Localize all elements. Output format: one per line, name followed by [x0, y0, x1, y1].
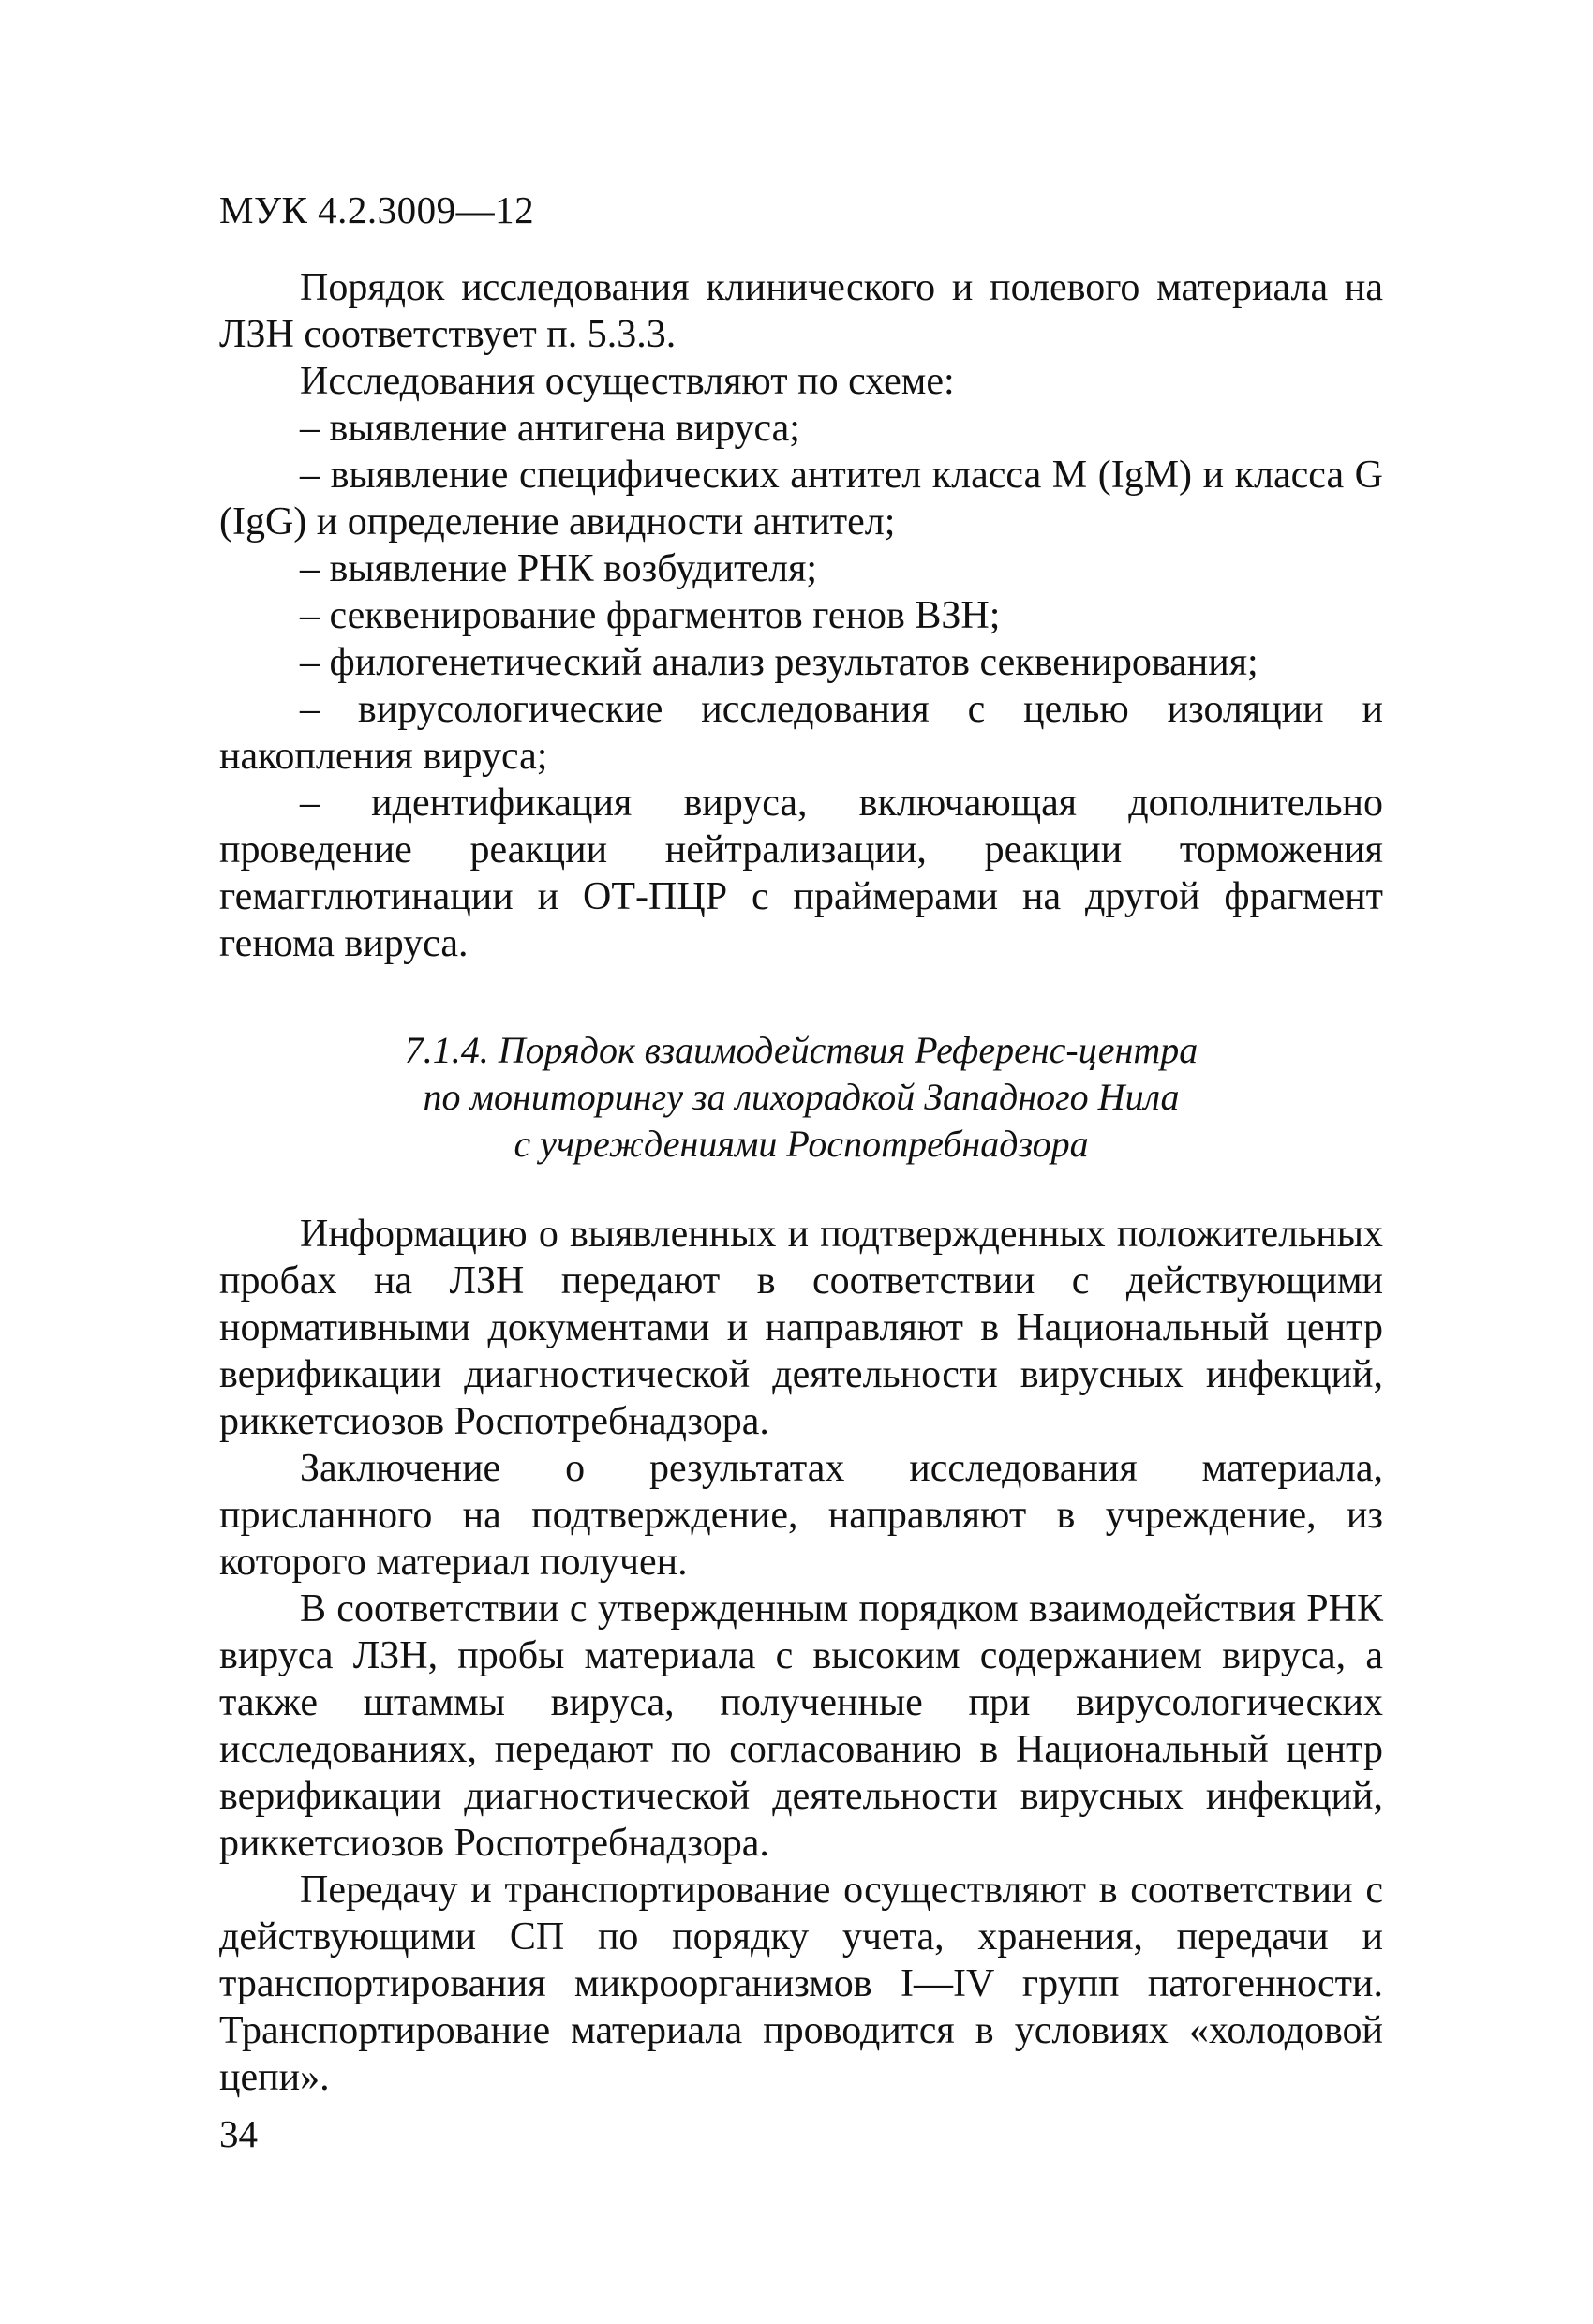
list-item: – выявление РНК возбудителя;	[300, 547, 818, 590]
paragraph: Передачу и транспортирование осуществляют в соответствии с действующими СП по порядку учета, хранения, передачи и транспортирования микроорганизмов I—IV групп патогенности. Транспортирование материала проводится в условиях «холодовой цепи».	[219, 1869, 1383, 2099]
running-header: МУК 4.2.3009—12	[219, 188, 535, 231]
list-item: – филогенетический анализ результатов секвенирования;	[300, 641, 1258, 684]
paragraph: Заключение о результатах исследования материала, присланного на подтверждение, направляют в учреждение, из которого материал получен.	[219, 1447, 1383, 1584]
list-item: – секвенирование фрагментов генов ВЗН;	[300, 594, 1001, 637]
paragraph: Информацию о выявленных и подтвержденных положительных пробах на ЛЗН передают в соответствии с действующими нормативными документами и направляют в Национальный центр верификации диагностической деятельности вирусных инфекций, риккетсиозов Роспотребнадзора.	[219, 1213, 1383, 1443]
page-body	[219, 264, 1383, 2101]
list-item: – вирусологические исследования с целью изоляции и накопления вируса;	[219, 688, 1383, 778]
list-item: – идентификация вируса, включающая дополнительно проведение реакции нейтрализации, реакции торможения гемагглютинации и ОТ-ПЦР с праймерами на другой фрагмент генома вируса.	[219, 782, 1383, 965]
paragraph: Исследования осуществляют по схеме:	[300, 360, 955, 403]
section-heading-line: 7.1.4. Порядок взаимодействия Референс-центра	[404, 1029, 1198, 1071]
section-heading-line: по мониторингу за лихорадкой Западного Нила	[423, 1076, 1180, 1118]
paragraph: Порядок исследования клинического и полевого материала на ЛЗН соответствует п. 5.3.3.	[219, 266, 1383, 356]
page-number: 34	[219, 2112, 258, 2155]
paragraph: В соответствии с утвержденным порядком взаимодействия РНК вируса ЛЗН, пробы материала с высоким содержанием вируса, а также штаммы вируса, полученные при вирусологических исследованиях, передают по согласованию в Национальный центр верификации диагностической деятельности вирусных инфекций, риккетсиозов Роспотребнадзора.	[219, 1587, 1383, 1865]
list-item: – выявление специфических антител класса М (IgM) и класса G (IgG) и определение авидности антител;	[219, 454, 1383, 544]
section-heading-line: с учреждениями Роспотребнадзора	[514, 1123, 1089, 1165]
section-heading	[219, 1027, 1383, 1168]
list-item: – выявление антигена вируса;	[300, 407, 800, 450]
